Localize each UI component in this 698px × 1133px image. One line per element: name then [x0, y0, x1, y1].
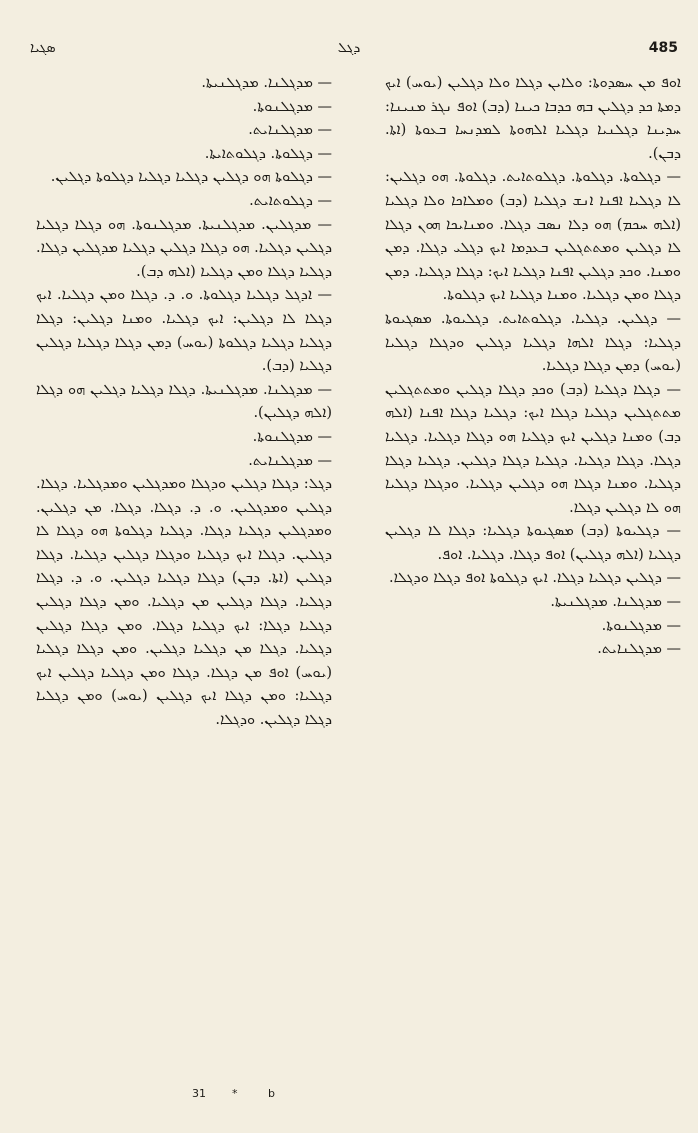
entry: [385, 520, 681, 567]
entry-short: — ܕܓܠܘܬܐܝܬ.: [249, 192, 332, 209]
entry: [385, 72, 681, 166]
entry-short: — ܡܕܓܠܢܘܬܐ.: [252, 428, 332, 445]
signature-mark: *: [232, 1087, 238, 1100]
entry-text: — ܡܕܓܠܢܐ. ܡܕܓܠܢܝܬܐ. ܕܓܠܐ ܕܓܠܝܐ ܕܓܠܝܢ ܗܘ ܕܓܠܐ (ܐܠܗ ܕܓܠܝܢ).: [36, 381, 332, 422]
entry: [385, 379, 681, 521]
entry-headword-block: [36, 473, 332, 733]
entry: [385, 308, 681, 379]
page-number: 485: [648, 40, 678, 56]
entry-short: — ܡܕܓܠܢܐܝܬ.: [248, 452, 332, 469]
entry-text: — ܕܓܠܘܬܐ ܗܘ ܕܓܠܝܢ ܕܓܠܝܐ ܕܓܠܝܐ ܕܓܠܘܬܐ ܕܓܠܝܢ.: [50, 169, 332, 186]
right-column: [385, 72, 681, 1072]
running-head-left: ܣܓܝܐ: [30, 40, 56, 56]
entry-text: ܐܘܦ ܡܢ ܚܣܕܘܬܐ: ܘܠܐܝܢ ܕܓܠܐ ܘܠܐ ܕܓܠܝܢ (ܝܘܚ) ܐܝܟ ܕܡܬܐ ܟܕ ܕܓܠܝܢ ܒܗ ܟܕܒܐ ܟܝܢܐ (ܕܒ) ܐܘܦ ܢܓܪ ܡܢܝܢܐ: ܚܕܝܢܐ ܕܓܠܢܝܐ ܕܓܠܝܐ ܐܠܗܘܬܐ ܠܡܕܢܚܐ ܒܥܘܬܐ (ܐܬܐ. ܕܒܢ).: [385, 75, 681, 162]
entry: [36, 166, 332, 190]
entry: [385, 166, 681, 308]
signature-letter: b: [268, 1087, 275, 1100]
running-head-center: ܕܓܠ: [337, 40, 361, 56]
entry: [36, 379, 332, 426]
signature-number: 31: [192, 1087, 206, 1100]
entry-text: — ܡܕܓܠܝܢ. ܡܕܓܠܢܝܬܐ. ܡܕܓܠܢܘܬܐ. ܗܘ ܕܓܠܐ ܕܓܠܝܐ ܕܓܠܝܢ ܕܓܠܝܐ. ܗܘ ܕܓܠܐ ܕܓܠܝܢ ܕܓܠܝܐ ܡܕܓܠܝܢ ܕܓܠܐ. ܕܓܠܝܐ ܕܓܠܐ ܘܡܢ ܕܓܠܝܐ (ܐܠܗ ܕܒ).: [36, 216, 332, 280]
entry-short: — ܡܕܓܠܢܐܝܬ.: [597, 641, 681, 658]
entry: [36, 214, 332, 285]
entry: [36, 284, 332, 378]
left-column: [36, 72, 332, 1072]
entry-text: — ܕܓܠܘܬܐ. ܕܓܠܘܬܐ. ܕܓܠܘܬܐܝܬ. ܕܓܠܘܬܐ. ܗܘ ܕܓܠܝܢ: ܠܐ ܕܓܠܝܐ ܐܦܢܐ ܐܢܫ ܕܓܠܝܐ (ܕܒ) ܘܡܠܐܟܐ ܘܠܐ ܕܓܠܝܐ (ܐܠܗ ܚܟܡ) ܗܘ ܕܠܐ ܢܣܒ ܕܓܠܐ. ܘܡܢܐܝܟܐ ܗܘܢ ܕܓܠܐ ܠܐ ܕܓܠܝܢ ܘܡܬܬܓܠܝܢ ܒܥܕܡܐ ܐܝܟ ܕܓܠܝ ܕܓܠܐ. ܕܡܢ ܘܡܢܐ. ܘܟܕ ܕܓܠܝܢ ܐܦܢܐ ܕܓܠܝܐ ܐܝܟ: ܕܓܠܐ ܕܓܠܝܐ. ܕܡܢ ܕܓܠܐ ܘܡܢ ܕܓܠܝܐ. ܘܡܢܐ ܕܓܠܝܐ ܐܝܟ ܕܓܠܘܬܐ.: [385, 169, 681, 304]
entry-short: — ܡܕܓܠܢܘܬܐ.: [252, 98, 332, 115]
entry-text: — ܕܓܠܝܘܬܐ (ܕܒ) ܡܣܓܝܘܬܐ ܕܓܠܝܐ: ܕܓܠܐ ܠܐ ܕܓܠܝܢ ܕܓܠܝܐ (ܐܠܗ ܕܓܠܝܢ) ܐܘܦ ܕܓܠܐ. ܕܓܠܝܐ. ܐܘܦ.: [385, 523, 681, 563]
entry-short: — ܡܕܓܠܢܐܝܬ.: [248, 122, 332, 139]
entry-short: — ܡܕܓܠܢܘܬܐ.: [601, 617, 681, 634]
entry-text: — ܕܓܠܝܢ ܕܓܠܝܐ ܕܓܠܐ. ܐܝܟ ܕܓܠܘܬܐ ܐܘܦ ܕܓܠܐ ܘܕܓܠܐ.: [389, 570, 681, 587]
entry-text: — ܕܓܠܐ ܕܓܠܝܐ (ܕܒ) ܘܟܕ ܕܓܠܐ ܕܓܠܝܢ ܘܡܬܬܓܠܝܢ ܡܬܬܓܠܝܢ ܕܓܠܝܐ ܕܓܠܐ ܐܝܟ: ܕܓܠܝܐ ܕܓܠܐ ܐܦܢܐ (ܐܠܗ ܕܒ) ܘܡܢܐ ܕܓܠܝܢ ܐܝܟ ܕܓܠܝܐ ܗܘ ܕܓܠܐ ܕܓܠܝܐ. ܕܓܠܝܐ ܕܓܠܐ. ܕܓܠܐ ܕܓܠܝܐ. ܕܓܠܝܐ ܕܓܠܐ ܕܓܠܝܢ. ܕܓܠܝܐ ܕܓܠܐ ܕܓܠܝܐ. ܘܡܢܐ ܕܓܠܐ ܗܘ ܕܓܠܝܢ ܕܓܠܝܐ. ܘܕܓܠܐ ܕܓܠܝܐ ܗܘ ܠܐ ܕܓܠܝܢ ܕܓܠܐ.: [385, 381, 681, 516]
entry-text: ܕܓܠ: ܕܓܠܐ ܕܓܠܝܢ ܘܕܓܠܐ ܘܡܕܓܠܝܢ ܘܡܕܓܠܝܐ. ܕܓܠܐ. ܕܓܠܝܢ ܘܡܕܓܠܝܢ. ܘ. ܕ. ܕܓܠܐ. ܕܓܠܐ. ܡܢ ܕܓܠܝܢ. ܘܡܕܓܠܝܢ ܕܓܠܝܐ ܕܓܠܐ. ܕܓܠܝܐ ܕܓܠܘܬܐ ܗܘ ܕܓܠܐ ܠܐ ܕܓܠܝܢ. ܕܓܠܐ ܐܝܟ ܕܓܠܝܐ ܘܕܓܠܐ ܕܓܠܝܢ ܕܓܠܝܐ. ܕܓܠܐ ܕܓܠܝܢ (ܐܬܐ. ܕܒܢ) ܕܓܠܐ ܕܓܠܝܐ ܕܓܠܝܢ. ܘ. ܕ. ܕܓܠܐ ܕܓܠܝܐ. ܕܓܠܐ ܕܓܠܝܢ ܡܢ ܕܓܠܝܐ. ܘܡܢ ܕܓܠܐ ܕܓܠܝܢ ܕܓܠܝܐ ܕܓܠܐ: ܐܝܟ ܕܓܠܝܐ ܕܓܠܐ. ܘܡܢ ܕܓܠܐ ܕܓܠܝܢ ܕܓܠܝܐ. ܕܓܠܐ ܡܢ ܕܓܠܝܐ ܕܓܠܝܢ. ܘܡܢ ܕܓܠܐ ܕܓܠܝܐ (ܝܘܚ) ܐܘܦ ܡܢ ܕܓܠܐ. ܕܓܠܐ ܘܡܢ ܕܓܠܝܐ ܕܓܠܝܢ ܐܝܟ ܕܓܠܝܐ: ܘܡܢ ܕܓܠܐ ܐܝܟ ܕܓܠܝܢ (ܝܘܚ) ܘܡܢ ܕܓܠܝܐ ܕܓܠܐ ܕܓܠܝܢ. ܘܕܓܠܐ.: [36, 476, 332, 729]
entry-text: — ܕܓܠܝܢ. ܕܓܠܝܐ. ܕܓܠܘܬܐܝܬ. ܕܓܠܝܘܬܐ. ܡܣܓܝܘܬܐ ܕܓܠܝܐ: ܕܓܠܐ ܐܠܗܐ ܕܓܠܝܐ ܕܓܠܝܢ ܘܕܓܠܐ ܕܓܠܝܐ (ܝܘܚ) ܕܡܢ ܕܓܠܐ ܕܓܠܝܐ.: [385, 310, 681, 375]
entry-short: — ܡܕܓܠܢܐ. ܡܕܓܠܢܝܬܐ.: [201, 75, 332, 91]
entry-short: — ܡܕܓܠܢܐ. ܡܕܓܠܢܝܬܐ.: [550, 594, 681, 611]
entry-text: — ܐܕܓܠ ܕܓܠܝܐ ܕܓܠܘܬܐ. ܘ. ܕ. ܕܓܠܐ ܘܡܢ ܕܓܠܝܐ. ܐܝܟ ܕܓܠܐ ܠܐ ܕܓܠܝܢ: ܐܝܟ ܕܓܠܝܐ. ܘܡܢܐ ܕܓܠܝܢ: ܕܓܠܐ ܕܓܠܝܐ ܕܓܠܝܐ ܕܓܠܘܬܐ (ܝܘܚ) ܕܡܢ ܕܓܠܐ ܕܓܠܝܐ ܕܓܠܝܢ ܕܓܠܝܐ (ܕܒ).: [36, 287, 332, 375]
entry-short: — ܕܓܠܘܬܐ. ܕܓܠܘܬܐܝܬܐ.: [204, 145, 332, 162]
entry: [385, 567, 681, 591]
